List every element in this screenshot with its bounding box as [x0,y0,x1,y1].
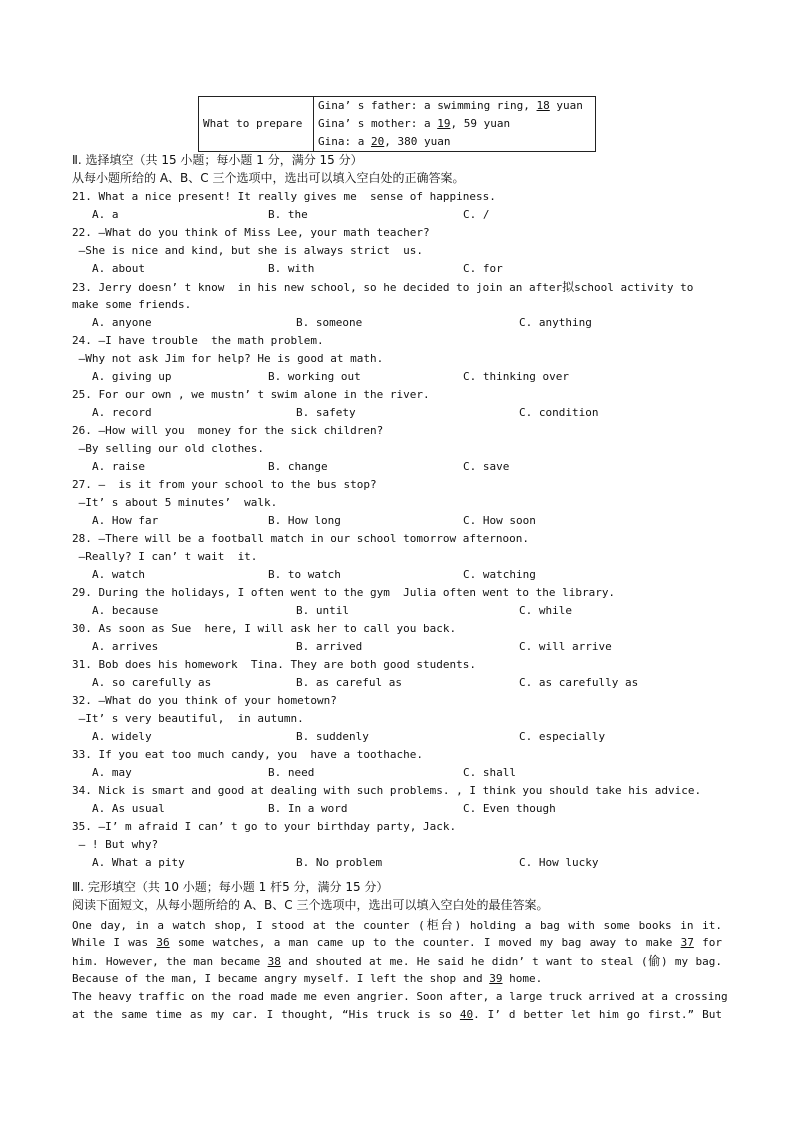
question-stem-cont: —It’ s very beautiful, in autumn. [72,712,304,725]
question-number: 21. [72,190,92,203]
option-c[interactable]: C. Even though [463,802,556,815]
option-c[interactable]: C. / [463,208,490,221]
option-c[interactable]: C. will arrive [519,640,612,653]
option-a[interactable]: A. How far [92,514,159,527]
option-b[interactable]: B. to watch [268,568,341,581]
option-a[interactable]: A. watch [92,568,145,581]
passage-line: The heavy traffic on the road made me even angrier. Soon after, a large truck arrived at a crossing [72,990,728,1003]
passage-line: While I was 36 some watches, a man came up to the counter. I moved my bag away to make 37 for [72,936,722,949]
option-b[interactable]: B. until [296,604,349,617]
prepare-table-body [314,97,596,152]
section-2-title: Ⅱ. 选择填空（共 15 小题；每小题 1 分，满分 15 分） [72,153,363,167]
question-stem-cont: —She is nice and kind, but she is always strict us. [72,244,423,257]
question-stem: 25. For our own , we mustn’ t swim alone in the river. [72,388,430,401]
option-c[interactable]: C. anything [519,316,592,329]
question-stem: 33. If you eat too much candy, you have a toothache. [72,748,424,761]
prepare-row: Gina’ s father: a swimming ring, 18 yuan [318,99,583,112]
question-number: 33. [72,748,92,761]
question-stem: 21. What a nice present! It really gives me sense of happiness. [72,190,496,203]
option-c[interactable]: C. watching [463,568,536,581]
question-stem: 32. —What do you think of your hometown? [72,694,337,707]
option-c[interactable]: C. thinking over [463,370,569,383]
blank-number: 39 [489,972,503,985]
question-number: 34. [72,784,92,797]
question-stem: 29. During the holidays, I often went to the gym Julia often went to the library. [72,586,616,599]
question-stem-cont: — ! But why? [72,838,159,851]
question-number: 26. [72,424,92,437]
option-b[interactable]: B. with [268,262,315,275]
option-a[interactable]: A. about [92,262,145,275]
option-c[interactable]: C. shall [463,766,516,779]
question-stem: 31. Bob does his homework Tina. They are both good students. [72,658,476,671]
option-b[interactable]: B. safety [296,406,356,419]
section-3-instruction: 阅读下面短文，从每小题所给的 A、B、C 三个选项中，选出可以填入空白处的最佳答案。 [72,898,549,912]
option-c[interactable]: C. How lucky [519,856,599,869]
option-b[interactable]: B. No problem [296,856,383,869]
blank-number: 36 [156,936,170,949]
option-a[interactable]: A. record [92,406,152,419]
question-stem-cont: —By selling our old clothes. [72,442,265,455]
question-number: 31. [72,658,92,671]
option-b[interactable]: B. arrived [296,640,363,653]
option-b[interactable]: B. suddenly [296,730,369,743]
blank-number: 20 [370,135,385,148]
question-stem: 26. —How will you money for the sick children? [72,424,384,437]
blank-number: 18 [536,99,550,112]
question-number: 28. [72,532,92,545]
option-b[interactable]: B. working out [268,370,361,383]
blank-number: 40 [459,1008,474,1021]
question-stem-cont: —It’ s about 5 minutes’ walk. [72,496,278,509]
option-c[interactable]: C. How soon [463,514,536,527]
option-b[interactable]: B. How long [268,514,341,527]
question-number: 23. [72,281,92,294]
option-c[interactable]: C. condition [519,406,599,419]
option-c[interactable]: C. for [463,262,503,275]
option-b[interactable]: B. In a word [268,802,348,815]
question-number: 22. [72,226,92,239]
option-a[interactable]: A. a [92,208,119,221]
question-number: 27. [72,478,92,491]
passage-line: One day, in a watch shop, I stood at the counter (柜台) holding a bag with some books in it. [72,918,722,932]
question-stem: 34. Nick is smart and good at dealing with such problems. , I think you should take his advice. [72,784,702,797]
option-c[interactable]: C. while [519,604,572,617]
question-stem: 27. — is it from your school to the bus stop? [72,478,377,491]
prepare-row: Gina: a 20, 380 yuan [318,135,451,148]
option-b[interactable]: B. as careful as [296,676,402,689]
question-stem: 35. —I’ m afraid I can’ t go to your birthday party, Jack. [72,820,457,833]
option-b[interactable]: B. the [268,208,308,221]
question-number: 32. [72,694,92,707]
option-a[interactable]: A. giving up [92,370,172,383]
question-number: 35. [72,820,92,833]
question-number: 30. [72,622,92,635]
question-stem-cont: make some friends. [72,298,192,311]
question-stem: 23. Jerry doesn’ t know in his new school, so he decided to join an after拟school activity to [72,280,694,294]
section-3-title: Ⅲ. 完形填空（共 10 小题；每小题 1 杆5 分，满分 15 分） [72,880,389,894]
question-number: 24. [72,334,92,347]
option-a[interactable]: A. because [92,604,159,617]
option-a[interactable]: A. As usual [92,802,165,815]
passage-line: him. However, the man became 38 and shouted at me. He said he didn’ t want to steal (偷) my bag. [72,954,722,968]
passage-line: Because of the man, I became angry myself. I left the shop and 39 home. [72,972,543,985]
blank-number: 38 [267,955,281,968]
option-a[interactable]: A. widely [92,730,152,743]
option-a[interactable]: A. arrives [92,640,159,653]
question-stem: 24. —I have trouble the math problem. [72,334,324,347]
option-a[interactable]: A. anyone [92,316,152,329]
question-stem-cont: —Really? I can’ t wait it. [72,550,258,563]
prepare-table-header: What to prepare [199,97,314,152]
option-a[interactable]: A. What a pity [92,856,185,869]
option-a[interactable]: A. raise [92,460,145,473]
option-a[interactable]: A. may [92,766,132,779]
prepare-row: Gina’ s mother: a 19, 59 yuan [318,117,511,130]
question-stem: 22. —What do you think of Miss Lee, your math teacher? [72,226,430,239]
question-stem: 30. As soon as Sue here, I will ask her to call you back. [72,622,457,635]
blank-number: 19 [437,117,451,130]
blank-number: 37 [680,936,694,949]
passage-line: at the same time as my car. I thought, “His truck is so 40. I’ d better let him go first.” But [72,1008,722,1021]
option-b[interactable]: B. need [268,766,315,779]
question-stem-cont: —Why not ask Jim for help? He is good at math. [72,352,384,365]
option-c[interactable]: C. save [463,460,510,473]
section-2-instruction: 从每小题所给的 A、B、C 三个选项中，选出可以填入空白处的正确答案。 [72,171,465,185]
prepare-table [198,96,596,152]
question-number: 25. [72,388,92,401]
option-b[interactable]: B. someone [296,316,363,329]
option-b[interactable]: B. change [268,460,328,473]
option-c[interactable]: C. especially [519,730,606,743]
option-c[interactable]: C. as carefully as [519,676,639,689]
question-number: 29. [72,586,92,599]
question-stem: 28. —There will be a football match in our school tomorrow afternoon. [72,532,529,545]
option-a[interactable]: A. so carefully as [92,676,212,689]
